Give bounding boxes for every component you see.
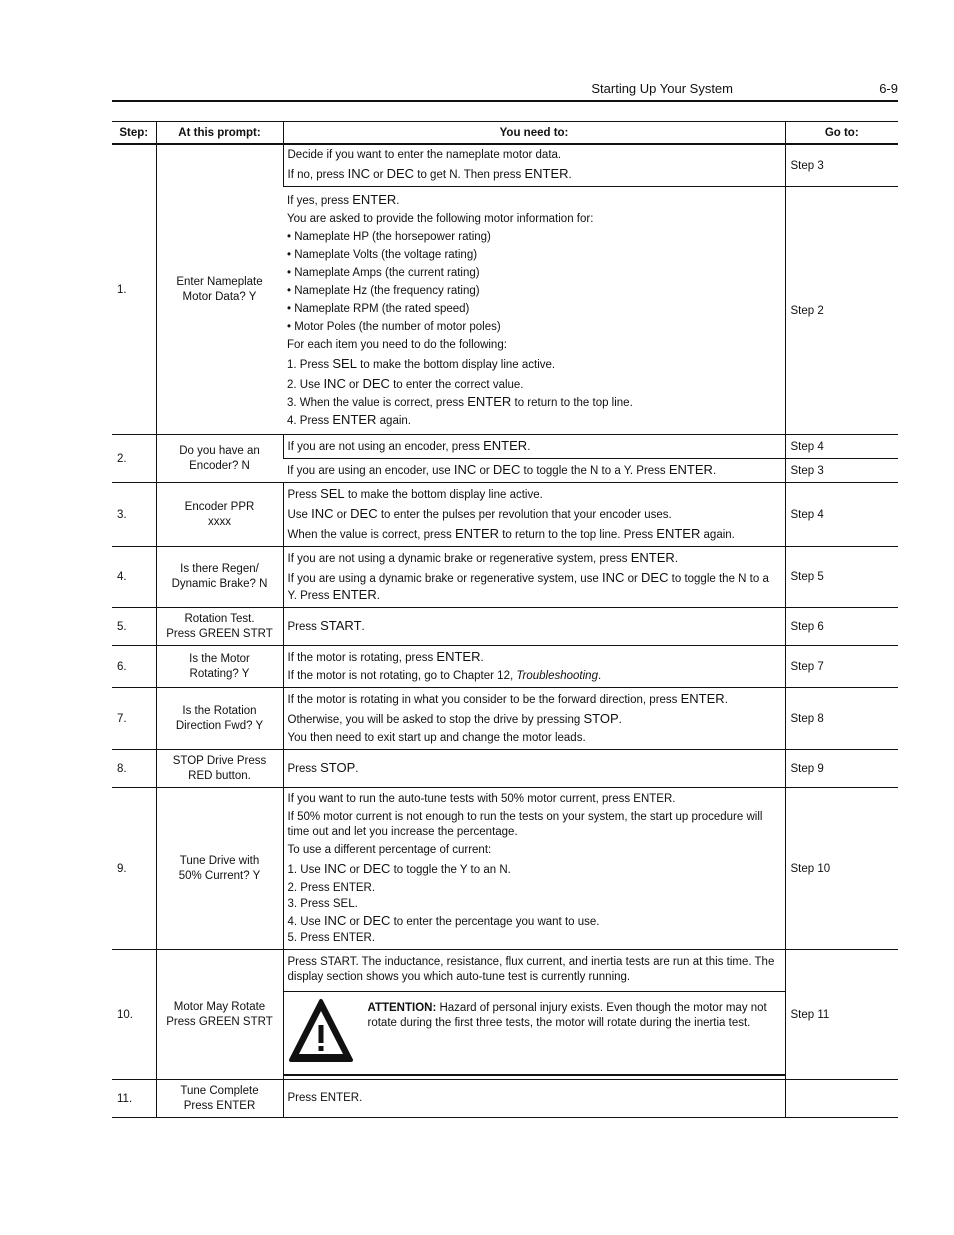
section-title: Starting Up Your System [591,81,733,96]
instruction-cell [283,144,785,187]
step-number: 10. [112,950,156,1080]
instruction-line: When the value is correct, press ENTER to return to the top line. Press ENTER again. [287,526,735,541]
list-item: • Nameplate Amps (the current rating) [287,267,480,279]
prompt-line: Press ENTER [183,1099,256,1112]
prompt-cell [156,483,283,547]
goto-cell: Step 8 [785,688,898,750]
goto-cell: Step 10 [785,788,898,950]
instruction-cell [283,483,785,547]
instruction-line: Press STOP. [287,760,359,775]
prompt-line: 50% Current? Y [178,869,261,882]
instruction-line: Decide if you want to enter the nameplate motor data. [287,149,562,161]
instruction-line: Otherwise, you will be asked to stop the drive by pressing STOP. [287,711,622,726]
table-row [112,788,898,950]
goto-cell: Step 3 [785,459,898,483]
list-item: 3. When the value is correct, press ENTER to return to the top line. [287,394,633,409]
instruction-line: If the motor is rotating in what you consider to be the forward direction, press ENTER. [287,691,728,706]
prompt-line: Rotation Test. [184,612,255,625]
prompt-line: Press GREEN STRT [166,1015,273,1028]
table-row [112,750,898,788]
list-item: 1. Press SEL to make the bottom display line active. [287,356,556,371]
goto-cell: Step 11 [785,950,898,1080]
list-item: • Nameplate HP (the horsepower rating) [287,231,491,243]
prompt-line: Motor Data? Y [182,290,257,303]
table-row [112,483,898,547]
list-item: 5. Press ENTER. [287,931,376,944]
list-item: • Motor Poles (the number of motor poles) [287,321,501,333]
list-item: 3. Press SEL. [287,897,358,910]
prompt-cell [156,547,283,608]
table-row [112,1080,898,1118]
instruction-line: If the motor is not rotating, go to Chapter 12, Troubleshooting. [287,670,602,682]
step-number: 4. [112,547,156,608]
col-goto: Go to: [785,122,898,145]
instruction-cell [283,547,785,608]
list-item: 2. Use INC or DEC to enter the correct value. [287,376,524,391]
prompt-cell [156,750,283,788]
col-prompt: At this prompt: [156,122,283,145]
prompt-line: Is there Regen/ [180,563,259,575]
step-number: 5. [112,608,156,646]
table-row [112,688,898,750]
step-number: 11. [112,1080,156,1118]
instruction-line: If you are not using an encoder, press ENTER. [287,438,531,453]
attention-text: ATTENTION: Hazard of personal injury exists. Even though the motor may not rotate during the first three tests, the motor will rotate during the inertia test. [367,1001,767,1029]
step-number: 8. [112,750,156,788]
goto-cell: Step 9 [785,750,898,788]
prompt-cell [156,608,283,646]
instruction-cell [283,187,785,435]
step-number: 1. [112,144,156,435]
prompt-line: Press GREEN STRT [166,627,273,640]
table-row [112,950,898,1080]
instruction-line: If yes, press ENTER. [287,192,400,207]
prompt-line: Is the Rotation [182,704,257,717]
page-header [112,80,898,102]
prompt-line: Is the Motor [189,652,250,665]
instruction-cell [283,459,785,483]
goto-cell: Step 2 [785,187,898,435]
goto-cell: Step 3 [785,144,898,187]
list-item: 4. Use INC or DEC to enter the percentage you want to use. [287,912,600,928]
prompt-line: Direction Fwd? Y [175,719,264,732]
prompt-line: Tune Complete [180,1084,259,1097]
prompt-line: Motor May Rotate [173,1000,266,1013]
instruction-cell [283,688,785,750]
prompt-line: Dynamic Brake? N [171,578,268,590]
prompt-line: Encoder? N [189,459,250,472]
goto-cell: Step 7 [785,646,898,688]
prompt-line: STOP Drive Press [172,754,267,767]
instruction-line: Press ENTER. [287,1092,363,1104]
step-number: 7. [112,688,156,750]
table-row [112,608,898,646]
prompt-cell [156,688,283,750]
list-item: 4. Press ENTER again. [287,412,411,427]
prompt-cell [156,950,283,1080]
list-item: • Nameplate RPM (the rated speed) [287,303,470,315]
prompt-line: Tune Drive with [179,854,260,867]
instruction-line: If you are using an encoder, use INC or DEC to toggle the N to a Y. Press ENTER. [287,462,717,477]
instruction-line: To use a different percentage of current: [287,843,492,856]
instruction-line: If 50% motor current is not enough to run the tests on your system, the start up procedure will time out and let you increase the percentage. [287,810,763,838]
goto-cell [785,1080,898,1118]
list-item: • Nameplate Hz (the frequency rating) [287,285,480,297]
prompt-line: Do you have an [179,444,260,457]
prompt-cell [156,1080,283,1118]
page-number: 6-9 [879,81,898,96]
col-step: Step: [112,122,156,145]
instruction-cell [283,646,785,688]
instruction-cell [283,788,785,950]
instruction-line: If no, press INC or DEC to get N. Then press ENTER. [287,166,572,181]
prompt-cell [156,788,283,950]
col-need: You need to: [283,122,785,145]
instruction-line: You then need to exit start up and change the motor leads. [287,732,586,744]
attention-box [284,991,785,1072]
instruction-cell [283,1080,785,1118]
instruction-line: If you want to run the auto-tune tests with 50% motor current, press ENTER. [287,792,676,805]
prompt-line: RED button. [188,769,251,782]
table-header-row [112,122,898,145]
instruction-cell [283,608,785,646]
step-number: 9. [112,788,156,950]
prompt-cell [156,435,283,483]
prompt-cell [156,646,283,688]
instruction-line: If the motor is rotating, press ENTER. [287,649,484,664]
prompt-line: xxxx [208,515,231,528]
instruction-line: Press SEL to make the bottom display line active. [287,486,543,501]
instruction-line: If you are not using a dynamic brake or regenerative system, press ENTER. [287,550,679,565]
instruction-cell [283,750,785,788]
goto-cell: Step 4 [785,435,898,459]
step-number: 6. [112,646,156,688]
instruction-cell [283,435,785,459]
step-number: 2. [112,435,156,483]
goto-cell: Step 5 [785,547,898,608]
warning-triangle-icon [288,998,354,1064]
table-row [112,646,898,688]
instruction-line: Press START. [287,618,365,633]
instruction-line: Use INC or DEC to enter the pulses per revolution that your encoder uses. [287,506,672,521]
prompt-line: Encoder PPR [184,500,255,513]
goto-cell: Step 4 [785,483,898,547]
instruction-line: You are asked to provide the following motor information for: [287,213,594,225]
startup-steps-table [112,121,898,1118]
instruction-line: For each item you need to do the following: [287,339,507,351]
step-number: 3. [112,483,156,547]
prompt-cell [156,144,283,435]
list-item: 2. Press ENTER. [287,881,376,894]
list-item: • Nameplate Volts (the voltage rating) [287,249,478,261]
goto-cell: Step 6 [785,608,898,646]
divider [284,1072,785,1076]
table-row [112,144,898,187]
instruction-cell [283,950,785,1080]
table-row [112,435,898,459]
table-row [112,547,898,608]
list-item: 1. Use INC or DEC to toggle the Y to an N. [287,860,511,876]
instruction-line: If you are using a dynamic brake or regenerative system, use INC or DEC to toggle the N to a Y. Press ENTER. [287,570,769,602]
instruction-line: Press START. The inductance, resistance, flux current, and inertia tests are run at this time. The display section shows you which auto-tune test is currently running. [287,955,775,983]
prompt-line: Enter Nameplate [176,275,263,288]
prompt-line: Rotating? Y [189,667,250,680]
